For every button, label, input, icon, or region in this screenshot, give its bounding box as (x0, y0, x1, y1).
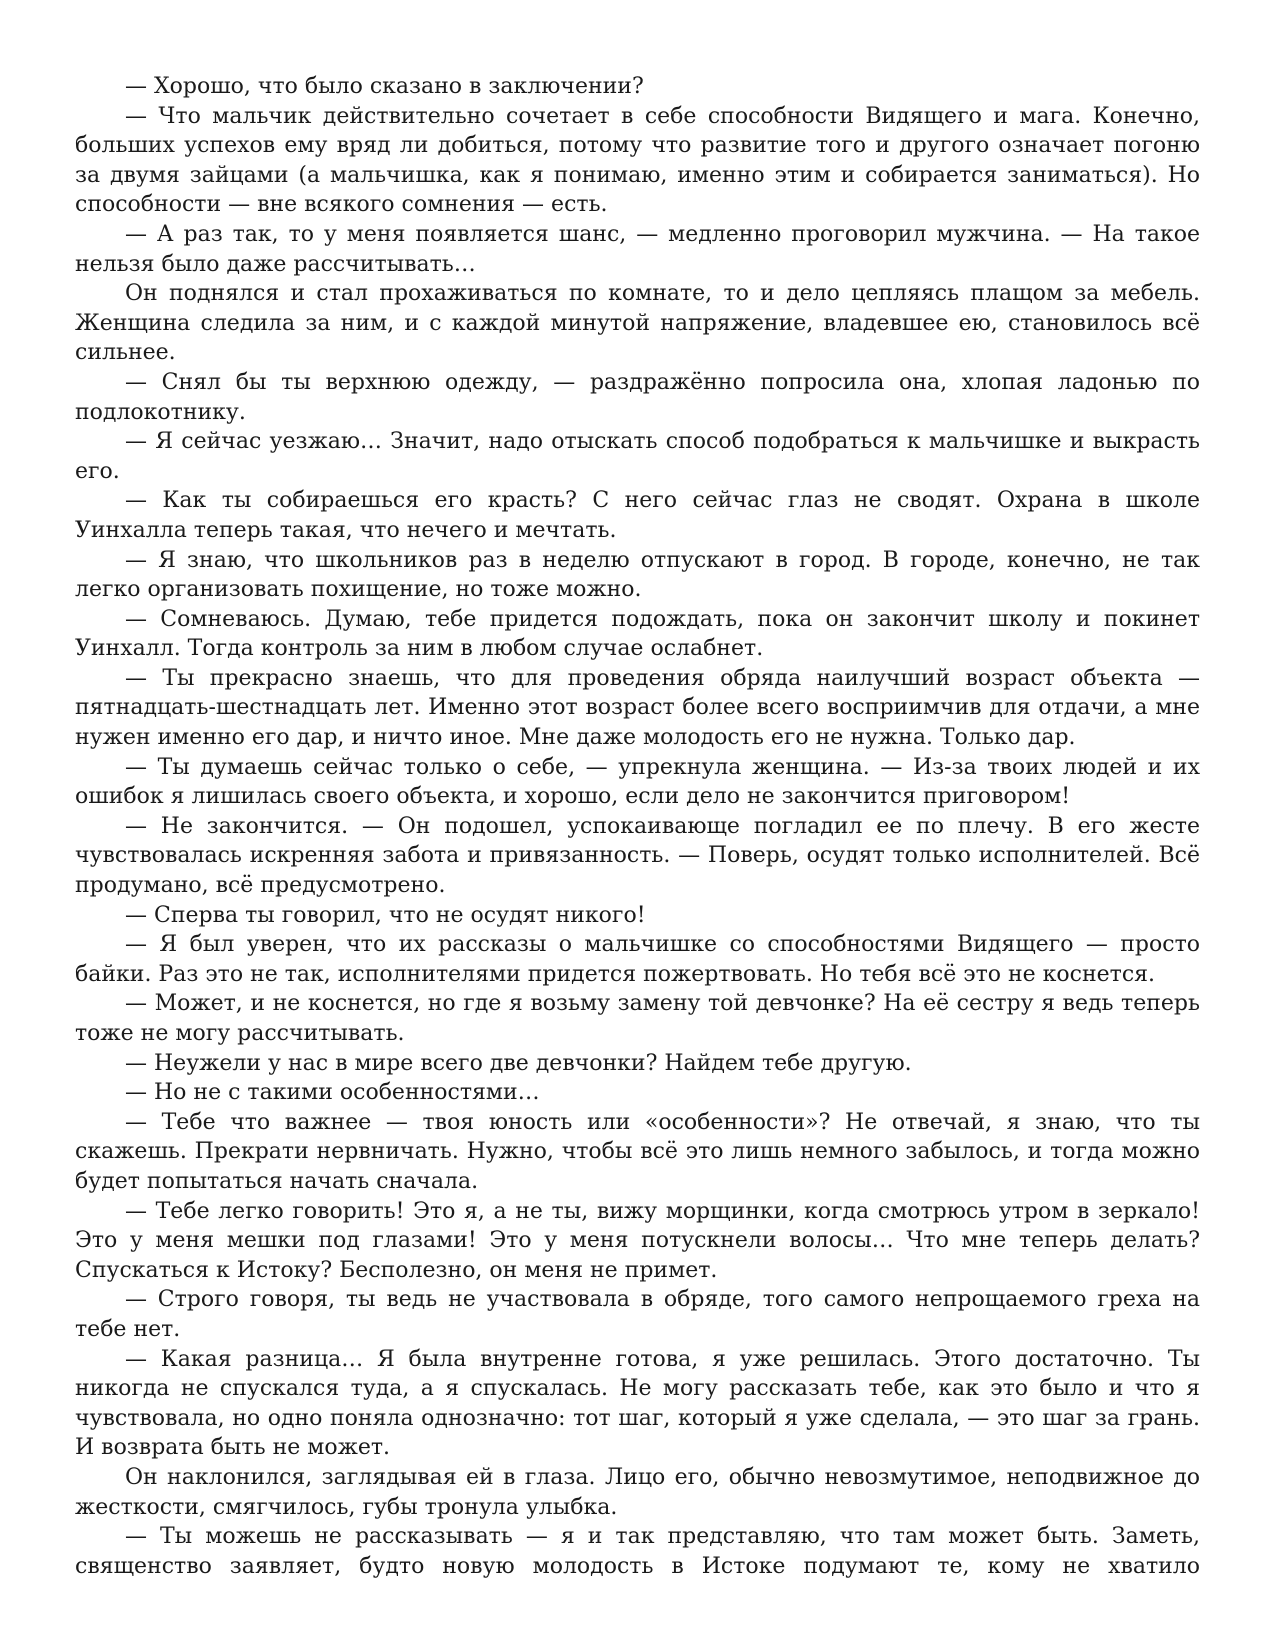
paragraph: — Тебе легко говорить! Это я, а не ты, вижу морщинки, когда смотрюсь утром в зеркало! Это у меня мешки под глазами! Это у меня потускнели волосы… Что мне теперь делать? Спускаться к Истоку? Бесполезно, он меня не примет. (75, 1198, 1200, 1283)
paragraph: — Я сейчас уезжаю… Значит, надо отыскать способ подобраться к мальчишке и выкрасть его. (75, 429, 1200, 484)
paragraph: — Тебе что важнее — твоя юность или «особенности»? Не отвечай, я знаю, что ты скажешь. Прекрати нервничать. Нужно, чтобы всё это лишь немного забылось, и тогда можно будет попытаться начать сначала. (75, 1109, 1200, 1194)
paragraph: — Я был уверен, что их рассказы о мальчишке со способностями Видящего — просто байки. Раз это не так, исполнителями придется пожертвовать. Но тебя всё это не коснется. (75, 932, 1200, 987)
paragraph: — Сперва ты говорил, что не осудят никого! (125, 902, 646, 928)
paragraph: — Я знаю, что школьников раз в неделю отпускают в город. В городе, конечно, не так легко организовать похищение, но тоже можно. (75, 547, 1200, 603)
paragraph: — Может, и не коснется, но где я возьму замену той девчонке? На её сестру я ведь теперь тоже не могу рассчитывать. (75, 991, 1200, 1046)
paragraph: — Ты думаешь сейчас только о себе, — упрекнула женщина. — Из-за твоих людей и их ошибок я лишилась своего объекта, и хорошо, если дело не закончится приговором! (75, 754, 1200, 810)
paragraph: — Снял бы ты верхнюю одежду, — раздражённо попросила она, хлопая ладонью по подлокотнику. (75, 369, 1200, 425)
paragraph: — Неужели у нас в мире всего две девчонки? Найдем тебе другую. (125, 1050, 912, 1076)
paragraph: — Ты можешь не рассказывать — я и так представляю, что там может быть. Заметь, священство заявляет, будто новую молодость в Истоке подумают те, кому не хватило (75, 1524, 1200, 1579)
paragraph: — Хорошо, что было сказано в заключении? (125, 74, 644, 99)
document-page (75, 72, 1200, 1581)
paragraph: Он поднялся и стал прохаживаться по комнате, то и дело цепляясь плащом за мебель. Женщина следила за ним, и с каждой минутой напряжение, владевшее ею, становилось всё сильнее. (75, 281, 1200, 366)
paragraph: — Что мальчик действительно сочетает в себе способности Видящего и мага. Конечно, больших успехов ему вряд ли добиться, потому что развитие того и другого означает погоню за двумя зайцами (а мальчишка, как я понимаю, именно этим и собирается заниматься). Но способности — вне всякого сомнения — есть. (75, 103, 1200, 218)
paragraph: — Ты прекрасно знаешь, что для проведения обряда наилучший возраст объекта — пятнадцать-шестнадцать лет. Именно этот возраст более всего восприимчив для отдачи, а мне нужен именно его дар, и ничто иное. Мне даже молодость его не нужна. Только дар. (75, 665, 1200, 751)
paragraph: — Сомневаюсь. Думаю, тебе придется подождать, пока он закончит школу и покинет Уинхалл. Тогда контроль за ним в любом случае ослабнет. (75, 606, 1200, 662)
paragraph: Он наклонился, заглядывая ей в глаза. Лицо его, обычно невозмутимое, неподвижное до жесткости, смягчилось, губы тронула улыбка. (75, 1464, 1200, 1520)
paragraph: — Но не с такими особенностями… (125, 1080, 540, 1106)
paragraph: — Строго говоря, ты ведь не участвовала в обряде, того самого непрощаемого греха на тебе нет. (75, 1287, 1200, 1342)
paragraph: — Не закончится. — Он подошел, успокаивающе погладил ее по плечу. В его жесте чувствовалась искренняя забота и привязанность. — Поверь, осудят только исполнителей. Всё продумано, всё предусмотрено. (75, 813, 1200, 899)
paragraph: — Какая разница… Я была внутренне готова, я уже решилась. Этого достаточно. Ты никогда не спускался туда, а я спускалась. Не могу рассказать тебе, как это было и что я чувствовала, но одно поняла однозначно: тот шаг, который я уже сделала, — это шаг за грань. И возврата быть не может. (75, 1346, 1200, 1461)
paragraph: — Как ты собираешься его красть? С него сейчас глаз не сводят. Охрана в школе Уинхалла теперь такая, что нечего и мечтать. (75, 488, 1200, 543)
paragraph: — А раз так, то у меня появляется шанс, — медленно проговорил мужчина. — На такое нельзя было даже рассчитывать… (75, 221, 1200, 277)
